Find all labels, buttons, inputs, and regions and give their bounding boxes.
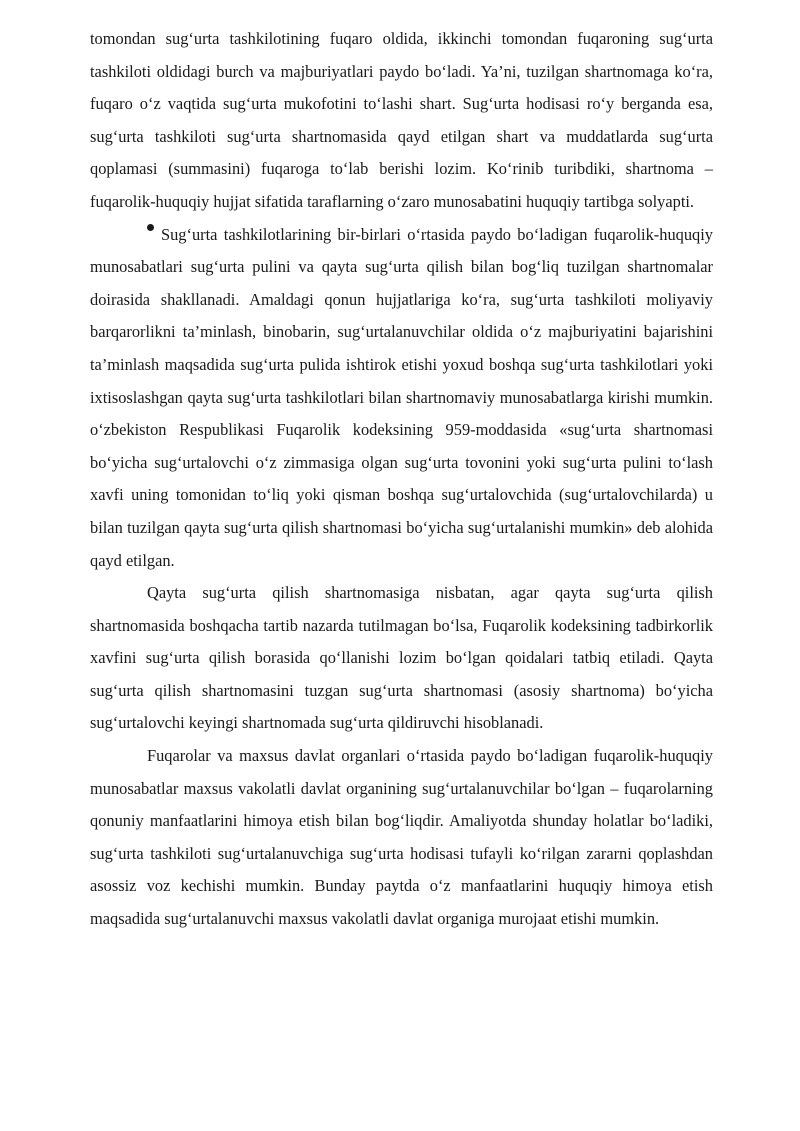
paragraph-state-bodies: Fuqarolar va maxsus davlat organlari o‘rtasida paydo bo‘ladigan fuqarolik-huquqiy munosabatlar maxsus vakolatli davlat organining sug‘urtalanuvchilar bo‘lgan – fuqarolarning qonuniy manfaatlarini himoya etish bilan bog‘liqdir. Amaliyotda shunday holatlar bo‘ladiki, sug‘urta tashkiloti sug‘urtalanuvchiga sug‘urta hodisasi tufayli ko‘rilgan zararni qoplashdan asossiz voz kechishi mumkin. Bunday paytda o‘z manfaatlarini huquqiy himoya etish maqsadida sug‘urtalanuvchi maxsus vakolatli davlat organiga murojaat etishi mumkin.: [90, 746, 713, 929]
bullet-dot-icon: [147, 226, 161, 240]
paragraph-continuation: tomondan sug‘urta tashkilotining fuqaro oldida, ikkinchi tomondan fuqaroning sug‘urta tashkiloti oldidagi burch va majburiyatlari paydo bo‘ladi. Ya’ni, tuzilgan shartnomaga ko‘ra, fuqaro o‘z vaqtida sug‘urta mukofotini to‘lashi shart. Sug‘urta hodisasi ro‘y berganda esa, sug‘urta tashkiloti sug‘urta shartnomasida qayd etilgan shart va muddatlarda sug‘urta qoplamasi (summasini) fuqaroga to‘lab berishi lozim. Ko‘rinib turibdiki, shartnoma –fuqarolik-huquqiy hujjat sifatida taraflarning o‘zaro munosabatini huquqiy tartibga solyapti.: [90, 29, 713, 211]
paragraph-bullet: [90, 219, 713, 578]
bullet-paragraph-text: Sug‘urta tashkilotlarining bir-birlari o‘rtasida paydo bo‘ladigan fuqarolik-huquqiy munosabatlari sug‘urta pulini va qayta sug‘urta qilish bilan bog‘liq tuzilgan shartnomalar doirasida shakllanadi. Amaldagi qonun hujjatlariga ko‘ra, sug‘urta tashkiloti moliyaviy barqarorlikni ta’minlash, binobarin, sug‘urtalanuvchilar oldida o‘z majburiyatini bajarishini ta’minlash maqsadida sug‘urta pulida ishtirok etishi yoxud boshqa sug‘urta tashkilotlari yoki ixtisoslashgan qayta sug‘urta tashkilotlari bilan shartnomaviy munosabatlarga kirishi mumkin. o‘zbekiston Respublikasi Fuqarolik kodeksining 959-moddasida «sug‘urta shartnomasi bo‘yicha sug‘urtalovchi o‘z zimmasiga olgan sug‘urta tovonini yoki sug‘urta pulini to‘lash xavfi uning tomonidan to‘liq yoki qisman boshqa sug‘urtalovchida (sug‘urtalovchilarda) u bilan tuzilgan qayta sug‘urta qilish shartnomasi bo‘yicha sug‘urtalanishi mumkin» deb alohida qayd etilgan.: [90, 224, 713, 570]
paragraph-reinsurance-contract: Qayta sug‘urta qilish shartnomasiga nisbatan, agar qayta sug‘urta qilish shartnomasida boshqacha tartib nazarda tutilmagan bo‘lsa, Fuqarolik kodeksining tadbirkorlik xavfini sug‘urta qilish borasida qo‘llanishi lozim bo‘lgan qoidalari tatbiq etiladi. Qayta sug‘urta qilish shartnomasini tuzgan sug‘urta shartnomasi (asosiy shartnoma) bo‘yicha sug‘urtalovchi keyingi shartnomada sug‘urta qildiruvchi hisoblanadi.: [90, 583, 713, 733]
